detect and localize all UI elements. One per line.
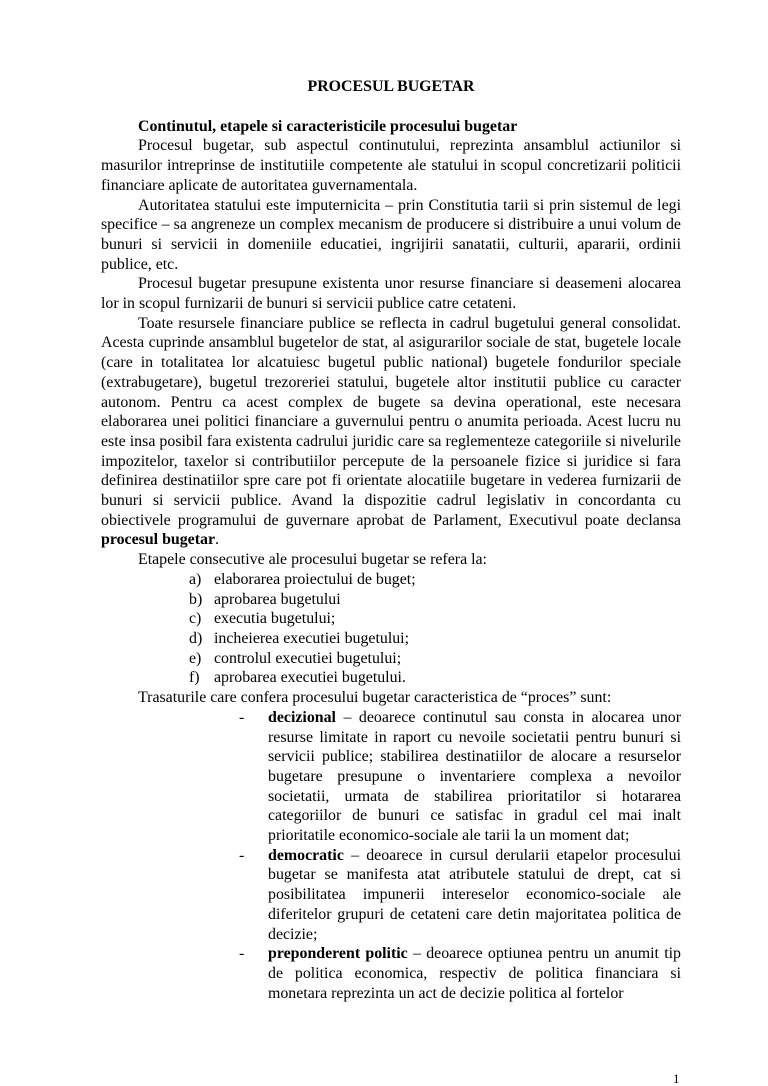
list-item (101, 590, 681, 610)
steps-intro: Etapele consecutive ale procesului bugetar se refera la: (138, 551, 487, 569)
steps-list (101, 570, 681, 688)
paragraph-3: Procesul bugetar presupune existenta unor resurse financiare si deasemeni alocarea lor in scopul furnizarii de bunuri si servicii publice catre cetateni. (101, 275, 681, 313)
list-item-letter: f) (189, 669, 200, 687)
traits-list (101, 708, 681, 1004)
list-item (101, 668, 681, 688)
section-heading: Continutul, etapele si caracteristicile procesului bugetar (138, 117, 518, 135)
list-item-dash: - (239, 708, 245, 726)
traits-intro: Trasaturile care confera procesului bugetar caracteristica de “proces” sunt: (138, 689, 612, 707)
list-item (101, 944, 681, 1003)
paragraph-4-end: . (215, 531, 220, 549)
trait-text: – deoarece in cursul derularii etapelor procesului bugetar se manifesta atat atributele statului de drept, cat si posibilitatea impunerii intereselor economico-sociale ale diferitelor grupuri de cetateni care detin majoritatea politica de decizie; (268, 846, 681, 943)
list-item-text: aprobarea bugetului (214, 590, 341, 608)
list-item-dash: - (239, 846, 245, 864)
page-number: 1 (673, 1071, 680, 1086)
trait-term: democratic (268, 846, 344, 864)
trait-text: – deoarece continutul sau consta in alocarea unor resurse limitate in raport cu nevoile societatii pentru bunuri si servicii publice; stabilirea destinatiilor de alocare a resurselor bugetare presupune o inventariere complexa a nevoilor societatii, urmata de stabilirea prioritatilor si hotararea categoriilor de bunuri ce satisfac in gradul cel mai inalt prioritatile economico-sociale ale tarii la un moment dat; (268, 708, 681, 845)
trait-text: – deoarece optiunea pentru un anumit tip de politica economica, respectiv de politica financiara si monetara reprezinta un act de decizie politica al fortelor (268, 945, 681, 1002)
list-item-text: incheierea executiei bugetului; (214, 629, 410, 647)
list-item-letter: c) (189, 610, 202, 628)
trait-term: decizional (268, 708, 336, 726)
list-item-text: controlul executiei bugetului; (214, 649, 402, 667)
paragraph-4-text: Toate resursele financiare publice se reflecta in cadrul bugetului general consolidat. Acesta cuprinde ansamblul bugetelor de stat, al asigurarilor sociale de stat, bugetele locale (care in totalitatea lor alcatuiesc bugetul public national) bugetele fondurilor speciale (extrabugetare), bugetul trezoreriei statului, bugetele altor institutii publice cu caracter autonom. Pentru ca acest complex de bugete sa devina operational, este necesara elaborarea unei politici financiare a guvernului pentru o anumita perioada. Acest lucru nu este insa posibil fara existenta cadrului juridic care sa reglementeze categoriile si nivelurile impozitelor, taxelor si contributiilor percepute de la persoanele fizice si juridice si fara definirea destinatiilor spre care pot fi orientate alocatiile bugetare in vederea furnizarii de bunuri si servicii publice. Avand la dispozitie cadrul legislativ in concordanta cu obiectivele programului de guvernare aprobat de Parlament, Executivul poate declansa (101, 314, 681, 529)
list-item-dash: - (239, 945, 245, 963)
list-item-text: executia bugetului; (214, 610, 336, 628)
list-item (101, 609, 681, 629)
paragraph-2: Autoritatea statului este imputernicita – prin Constitutia tarii si prin sistemul de legi specifice – sa angreneze un complex mecanism de producere si distribuire a unui volum de bunuri si servicii in domeniile educatiei, ingrijirii sanatatii, culturii, apararii, ordinii publice, etc. (101, 196, 681, 273)
paragraph-1: Procesul bugetar, sub aspectul continutului, reprezinta ansamblul actiunilor si masurilor intreprinse de institutiile competente ale statului in scopul concretizarii politicii financiare aplicate de autoritatea guvernamentala. (101, 137, 681, 194)
list-item-text: aprobarea executiei bugetului. (214, 669, 406, 687)
paragraph-4-bold-term: procesul bugetar (101, 531, 216, 549)
paragraph-4 (101, 314, 681, 550)
trait-term: preponderent politic (268, 945, 408, 963)
list-item (101, 708, 681, 846)
list-item-letter: b) (189, 590, 203, 608)
list-item-text: elaborarea proiectului de buget; (214, 570, 416, 588)
list-item-letter: a) (189, 570, 202, 588)
list-item (101, 570, 681, 590)
list-item (101, 846, 681, 945)
document-body (101, 77, 681, 1003)
document-title: PROCESUL BUGETAR (307, 78, 475, 95)
list-item-letter: d) (189, 629, 203, 647)
list-item (101, 649, 681, 669)
list-item (101, 629, 681, 649)
list-item-letter: e) (189, 649, 202, 667)
